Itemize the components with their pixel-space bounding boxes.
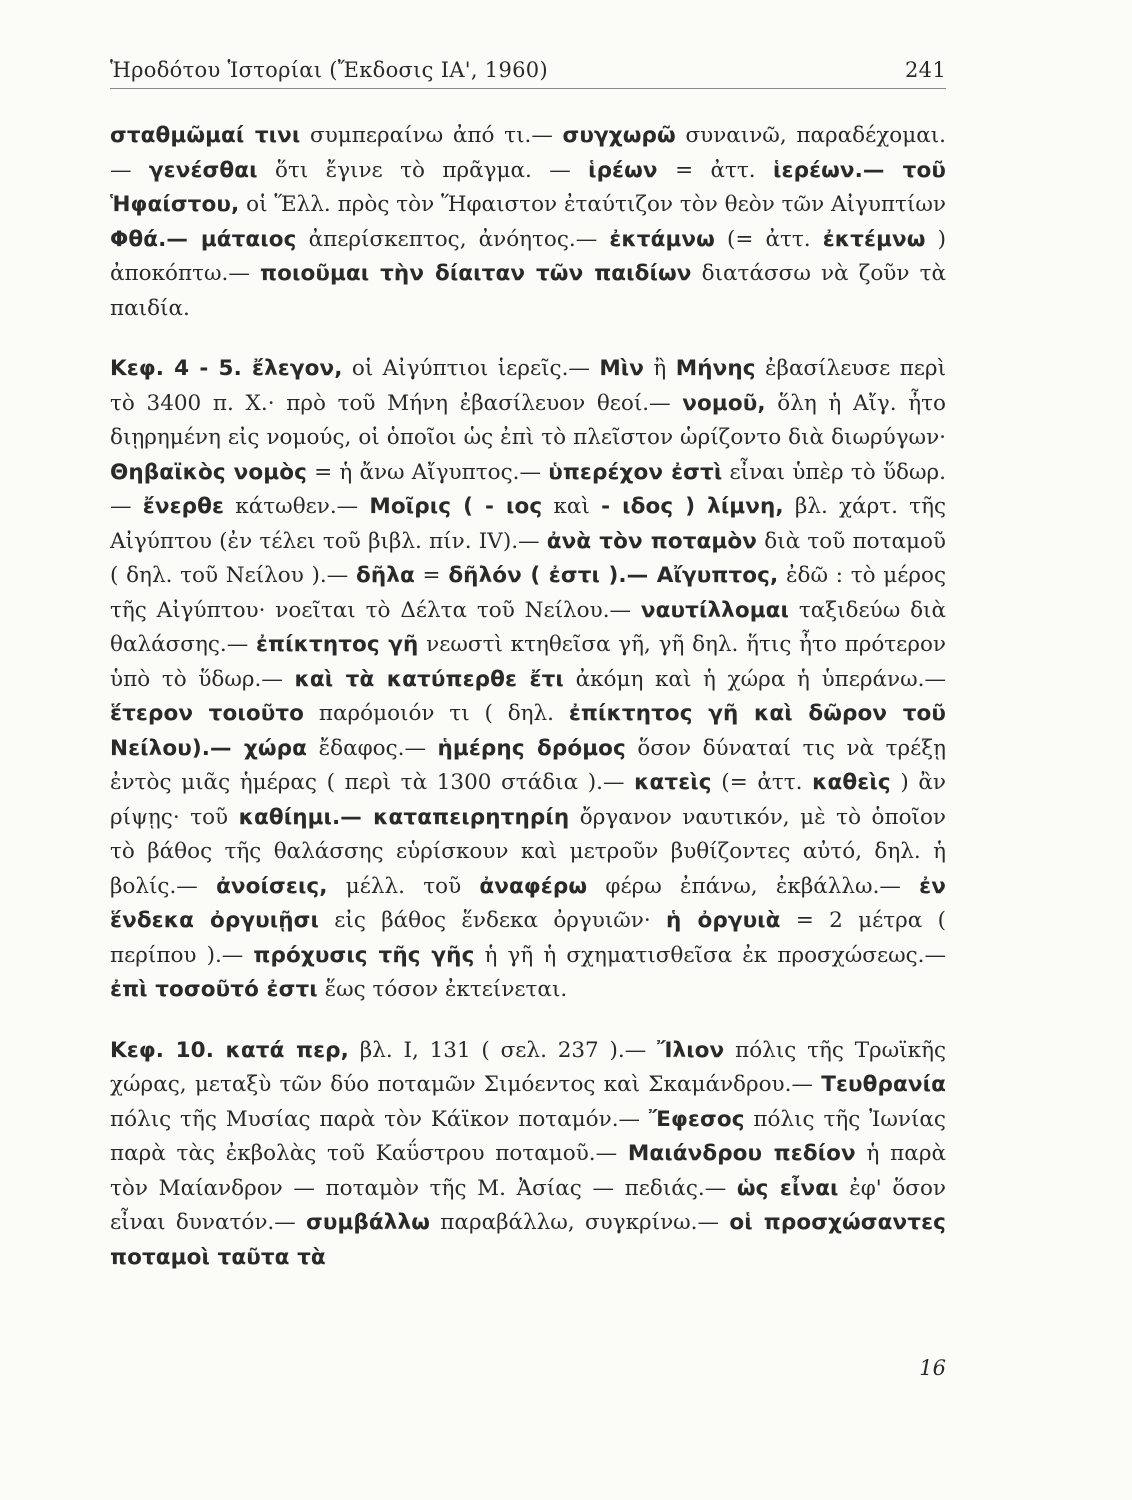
- gloss-text: πόλις τῆς Μυσίας παρὰ τὸν Κάϊκον ποταμόν.—: [110, 1106, 649, 1132]
- gloss-text: παραβάλλω, συγκρίνω.—: [430, 1210, 730, 1235]
- headword: δῆλόν ( ἐστι ).— Αἴγυπτος,: [448, 563, 779, 588]
- gloss-text: συναινῶ, παραδέχομαι. —: [110, 123, 946, 183]
- gloss-text: ταξιδεύω διὰ θαλάσσης.—: [110, 597, 947, 657]
- gloss-text: οἱ Αἰγύπτιοι ἱερεῖς.—: [342, 356, 600, 381]
- signature-number: 16: [919, 1356, 946, 1380]
- headword: Μοῖρις ( - ιος: [369, 494, 543, 519]
- headword: ἱρέων: [588, 157, 658, 183]
- headword: ἐπίκτητος γῆ: [255, 632, 419, 657]
- gloss-text: μέλλ. τοῦ: [327, 873, 480, 899]
- gloss-text: = 2 μέτρα ( περίπου ).—: [110, 908, 946, 968]
- headword: ἀνὰ τὸν ποταμὸν: [546, 528, 757, 554]
- paragraph-intro: [110, 119, 946, 326]
- headword: δῆλα: [355, 563, 415, 588]
- headword: ἡμέρης δρόμος: [437, 735, 626, 761]
- gloss-text: βλ. χάρτ. τῆς Αἰγύπτου (ἐν τέλει τοῦ βιβλ. πίν. IV).—: [110, 494, 946, 554]
- headword: Μὶν: [599, 356, 645, 381]
- headword: Φθά.— μάταιος: [110, 226, 297, 252]
- headword: συγχωρῶ: [562, 123, 676, 148]
- gloss-text: ) ἀποκόπτω.—: [110, 226, 947, 286]
- headword: συμβάλλω: [306, 1210, 430, 1235]
- headword: ἐκτέμνω: [822, 226, 926, 252]
- running-header: [110, 58, 946, 89]
- gloss-text: ἀκόμη καὶ ἡ χώρα ἡ ὑπεράνω.—: [563, 666, 946, 692]
- headword: ἐπὶ τοσοῦτό ἐστι: [110, 977, 318, 1002]
- gloss-text: βλ. Ι, 131 ( σελ. 237 ).—: [348, 1037, 658, 1063]
- running-title: Ἡροδότου Ἱστορίαι (Ἔκδοσις ΙΑ', 1960): [110, 58, 548, 82]
- gloss-text: ἢ: [644, 356, 676, 381]
- gloss-text: = ἡ ἄνω Αἴγυπτος.—: [306, 459, 549, 485]
- gloss-text: ἐδῶ : τὸ μέρος τῆς Αἰγύπτου· νοεῖται τὸ Δέλτα τοῦ Νείλου.—: [110, 563, 946, 623]
- page-number: 241: [905, 58, 946, 82]
- headword: ἕτερον τοιοῦτο: [110, 701, 305, 726]
- gloss-text: παρόμοιόν τι ( δηλ.: [304, 701, 569, 726]
- gloss-text: ἐβασίλευσε περὶ τὸ 3400 π. Χ.· πρὸ τοῦ Μήνη ἐβασίλευον θεοί.—: [110, 356, 946, 416]
- headword: ἱερέων.— τοῦ Ἡφαίστου,: [110, 157, 946, 217]
- headword: πρόχυσις τῆς γῆς: [253, 942, 475, 968]
- gloss-text: ἐφ' ὅσον εἶναι δυνατόν.—: [110, 1175, 947, 1235]
- headword: ναυτίλλομαι: [640, 597, 789, 623]
- headword: Μαιάνδρου πεδίον: [627, 1141, 856, 1166]
- headword: νομοῦ,: [682, 390, 766, 416]
- headword: Ἔφεσος: [648, 1106, 745, 1132]
- headword: ἀνοίσεις,: [216, 873, 328, 899]
- headword: σταθμῶμαί τινι: [110, 123, 301, 148]
- headword: ἔνερθε: [142, 494, 225, 519]
- gloss-text: ὅσον δύναταί τις νὰ τρέξῃ ἐντὸς μιᾶς ἡμέρας ( περὶ τὰ 1300 στάδια ).—: [110, 735, 947, 795]
- headword: καθίημι.— καταπειρητηρίη: [238, 804, 570, 830]
- gloss-text: φέρω ἐπάνω, ἐκβάλλω.—: [587, 873, 920, 899]
- gloss-text: ὅτι ἔγινε τὸ πρᾶγμα. —: [257, 157, 589, 183]
- headword: Ἴλιον: [657, 1037, 725, 1063]
- gloss-text: πόλις τῆς Τρωϊκῆς χώρας, μεταξὺ τῶν δύο ποταμῶν Σιμόεντος καὶ Σκαμάνδρου.—: [110, 1037, 947, 1097]
- gloss-text: ἀπερίσκεπτος, ἀνόητος.—: [296, 226, 610, 252]
- gloss-text: εἰς βάθος ἕνδεκα ὀργυιῶν·: [318, 908, 666, 933]
- gloss-text: συμπεραίνω ἀπό τι.—: [300, 123, 563, 148]
- gloss-text: διὰ τοῦ ποταμοῦ ( δηλ. τοῦ Νείλου ).—: [110, 528, 946, 588]
- gloss-text: εἶναι ὑπὲρ τὸ ὕδωρ.—: [110, 459, 946, 519]
- page: [110, 58, 946, 1275]
- headword: ἀναφέρω: [479, 873, 588, 899]
- gloss-text: ὄργανον ναυτικόν, μὲ τὸ ὁποῖον τὸ βάθος τῆς θαλάσσης εὑρίσκουν καὶ μετροῦν βυθίζοντες αὐτό, δηλ. ἡ βολίς.—: [110, 804, 946, 899]
- paragraph-chapter-10: [110, 1034, 946, 1276]
- headword: ὑπερέχον ἐστὶ: [548, 459, 723, 485]
- gloss-text: ἡ γῆ ἡ σχηματισθεῖσα ἐκ προσχώσεως.—: [474, 942, 946, 968]
- headword: Τευθρανία: [821, 1072, 946, 1097]
- paragraph-chapter-4-5: [110, 352, 946, 1008]
- gloss-text: = ἀττ.: [657, 157, 774, 183]
- gloss-text: διατάσσω νὰ ζοῦν τὰ παιδία.: [110, 261, 946, 321]
- headword: ἐπίκτητος γῆ καὶ δῶρον τοῦ Νείλου).— χώρα: [110, 701, 946, 761]
- gloss-text: ὅλη ἡ Αἴγ. ἦτο διῃρημένη εἰς νομούς, οἱ ὁποῖοι ὡς ἐπὶ τὸ πλεῖστον ὡρίζοντο διὰ διωρύγων·: [110, 390, 946, 450]
- headword: ἐκτάμνω: [609, 226, 715, 252]
- gloss-text: ἕως τόσον ἐκτείνεται.: [317, 977, 568, 1002]
- gloss-text: καὶ: [542, 494, 602, 519]
- headword: Κεφ. 4 - 5. ἔλεγον,: [110, 356, 343, 381]
- headword: Κεφ. 10. κατά περ,: [110, 1037, 349, 1063]
- gloss-text: οἱ Ἕλλ. πρὸς τὸν Ἥφαιστον ἐταύτιζον τὸν θεὸν τῶν Αἰγυπτίων: [239, 192, 946, 217]
- headword: Θηβαϊκὸς νομὸς: [110, 459, 307, 485]
- headword: καὶ τὰ κατύπερθε ἔτι: [294, 666, 564, 692]
- gloss-text: ) ἂν ρίψῃς· τοῦ: [110, 770, 946, 830]
- headword: Μήνης: [675, 356, 756, 381]
- gloss-text: (= ἀττ.: [711, 770, 813, 795]
- headword: γενέσθαι: [148, 157, 258, 183]
- gloss-text: ἔδαφος.—: [307, 735, 438, 761]
- headword: οἱ προσχώσαντες ποταμοὶ ταῦτα τὰ: [110, 1210, 946, 1270]
- gloss-text: =: [414, 563, 449, 588]
- headword: - ιδος ) λίμνη,: [601, 494, 784, 519]
- headword: ἐν ἕνδεκα ὀργυιῇσι: [110, 873, 946, 933]
- gloss-text: (= ἀττ.: [714, 226, 823, 252]
- gloss-text: κάτωθεν.—: [224, 494, 370, 519]
- headword: ποιοῦμαι τὴν δίαιταν τῶν παιδίων: [260, 261, 692, 286]
- headword: ὡς εἶναι: [736, 1175, 839, 1201]
- headword: κατεὶς: [634, 770, 712, 795]
- headword: καθεὶς: [812, 770, 891, 795]
- gloss-text: πόλις τῆς Ἰωνίας παρὰ τὰς ἐκβολὰς τοῦ Καΰστρου ποταμοῦ.—: [110, 1106, 946, 1166]
- headword: ἡ ὀργυιὰ: [666, 908, 781, 933]
- gloss-text: ἡ παρὰ τὸν Μαίανδρον — ποταμὸν τῆς Μ. Ἀσίας — πεδιάς.—: [110, 1141, 946, 1201]
- gloss-text: νεωστὶ κτηθεῖσα γῆ, γῆ δηλ. ἥτις ἦτο πρότερον ὑπὸ τὸ ὕδωρ.—: [110, 632, 946, 692]
